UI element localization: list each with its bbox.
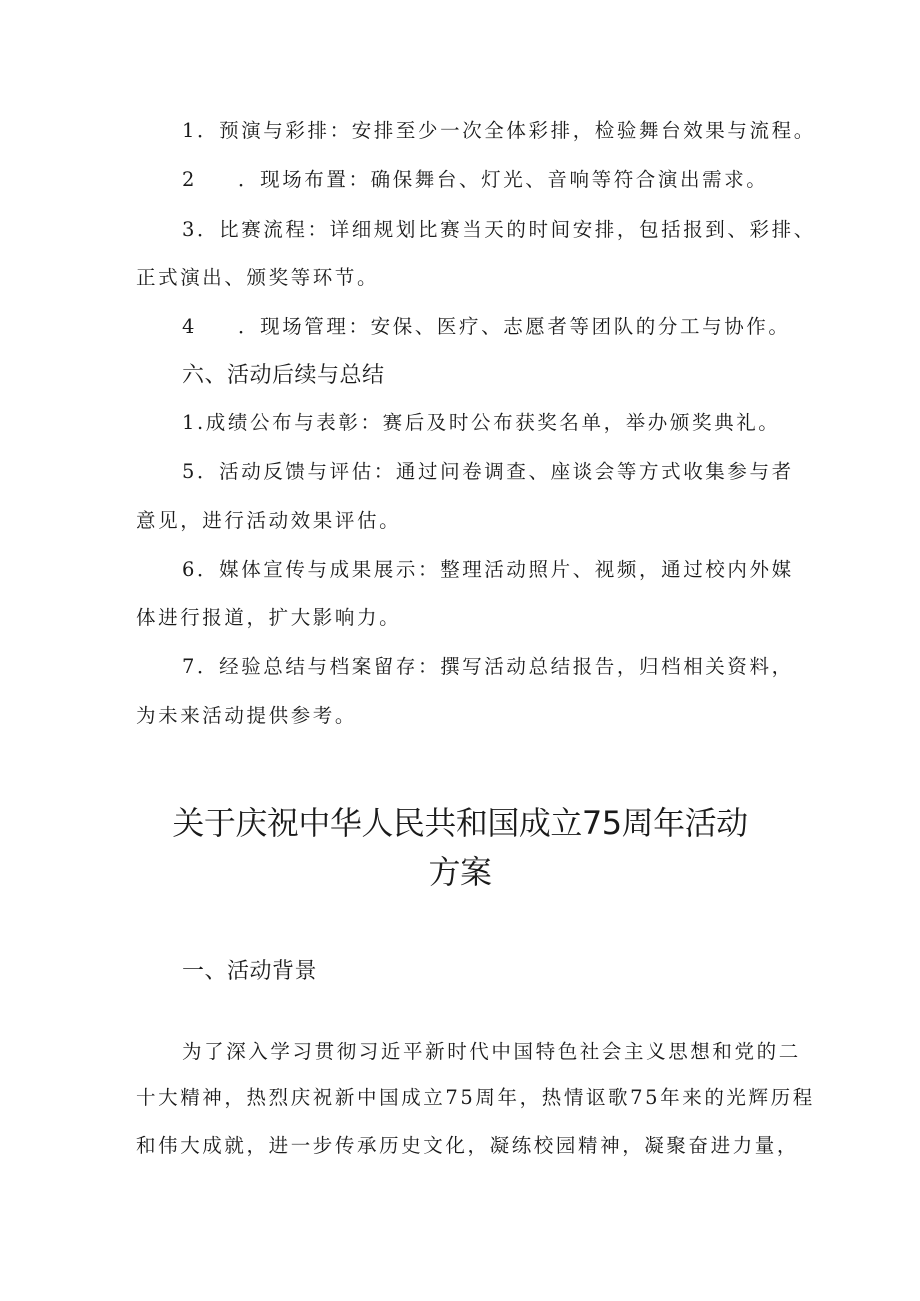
section-heading-six: 六、活动后续与总结 <box>182 363 385 388</box>
document-title-cont: 方案 <box>428 853 492 891</box>
document-title: 关于庆祝中华人民共和国成立75周年活动 <box>172 804 748 842</box>
list-item-text: ．现场管理：安保、医疗、志愿者等团队的分工与协作。 <box>238 315 791 338</box>
list-item-venue-setup <box>182 165 768 195</box>
section-heading-one: 一、活动背景 <box>182 959 318 984</box>
list-item-competition-flow: 3．比赛流程：详细规划比赛当天的时间安排，包括报到、彩排、 <box>182 218 816 241</box>
paragraph-background-line: 为了深入学习贯彻习近平新时代中国特色社会主义思想和党的二 <box>182 1040 801 1063</box>
list-item-results: 1.成绩公布与表彰：赛后及时公布获奖名单，举办颁奖典礼。 <box>182 411 781 434</box>
list-item-text: ．现场布置：确保舞台、灯光、音响等符合演出需求。 <box>238 168 769 191</box>
list-item-archive-cont: 为未来活动提供参考。 <box>136 704 358 727</box>
list-item-archive: 7．经验总结与档案留存：撰写活动总结报告，归档相关资料， <box>182 655 794 678</box>
list-item-media-cont: 体进行报道，扩大影响力。 <box>136 606 402 629</box>
list-item-rehearsal: 1．预演与彩排：安排至少一次全体彩排，检验舞台效果与流程。 <box>182 119 816 142</box>
paragraph-background-line: 和伟大成就，进一步传承历史文化，凝练校园精神，凝聚奋进力量， <box>136 1134 800 1157</box>
list-item-feedback: 5．活动反馈与评估：通过问卷调查、座谈会等方式收集参与者 <box>182 460 794 483</box>
list-item-site-management <box>182 312 791 342</box>
list-item-number: 4 <box>182 315 198 338</box>
paragraph-background-line: 十大精神，热烈庆祝新中国成立75周年，热情讴歌75年来的光辉历程 <box>136 1086 815 1109</box>
list-item-media: 6．媒体宣传与成果展示：整理活动照片、视频，通过校内外媒 <box>182 558 794 581</box>
list-item-competition-flow-cont: 正式演出、颁奖等环节。 <box>136 266 380 289</box>
list-item-number: 2 <box>182 168 198 191</box>
list-item-feedback-cont: 意见，进行活动效果评估。 <box>136 509 402 532</box>
